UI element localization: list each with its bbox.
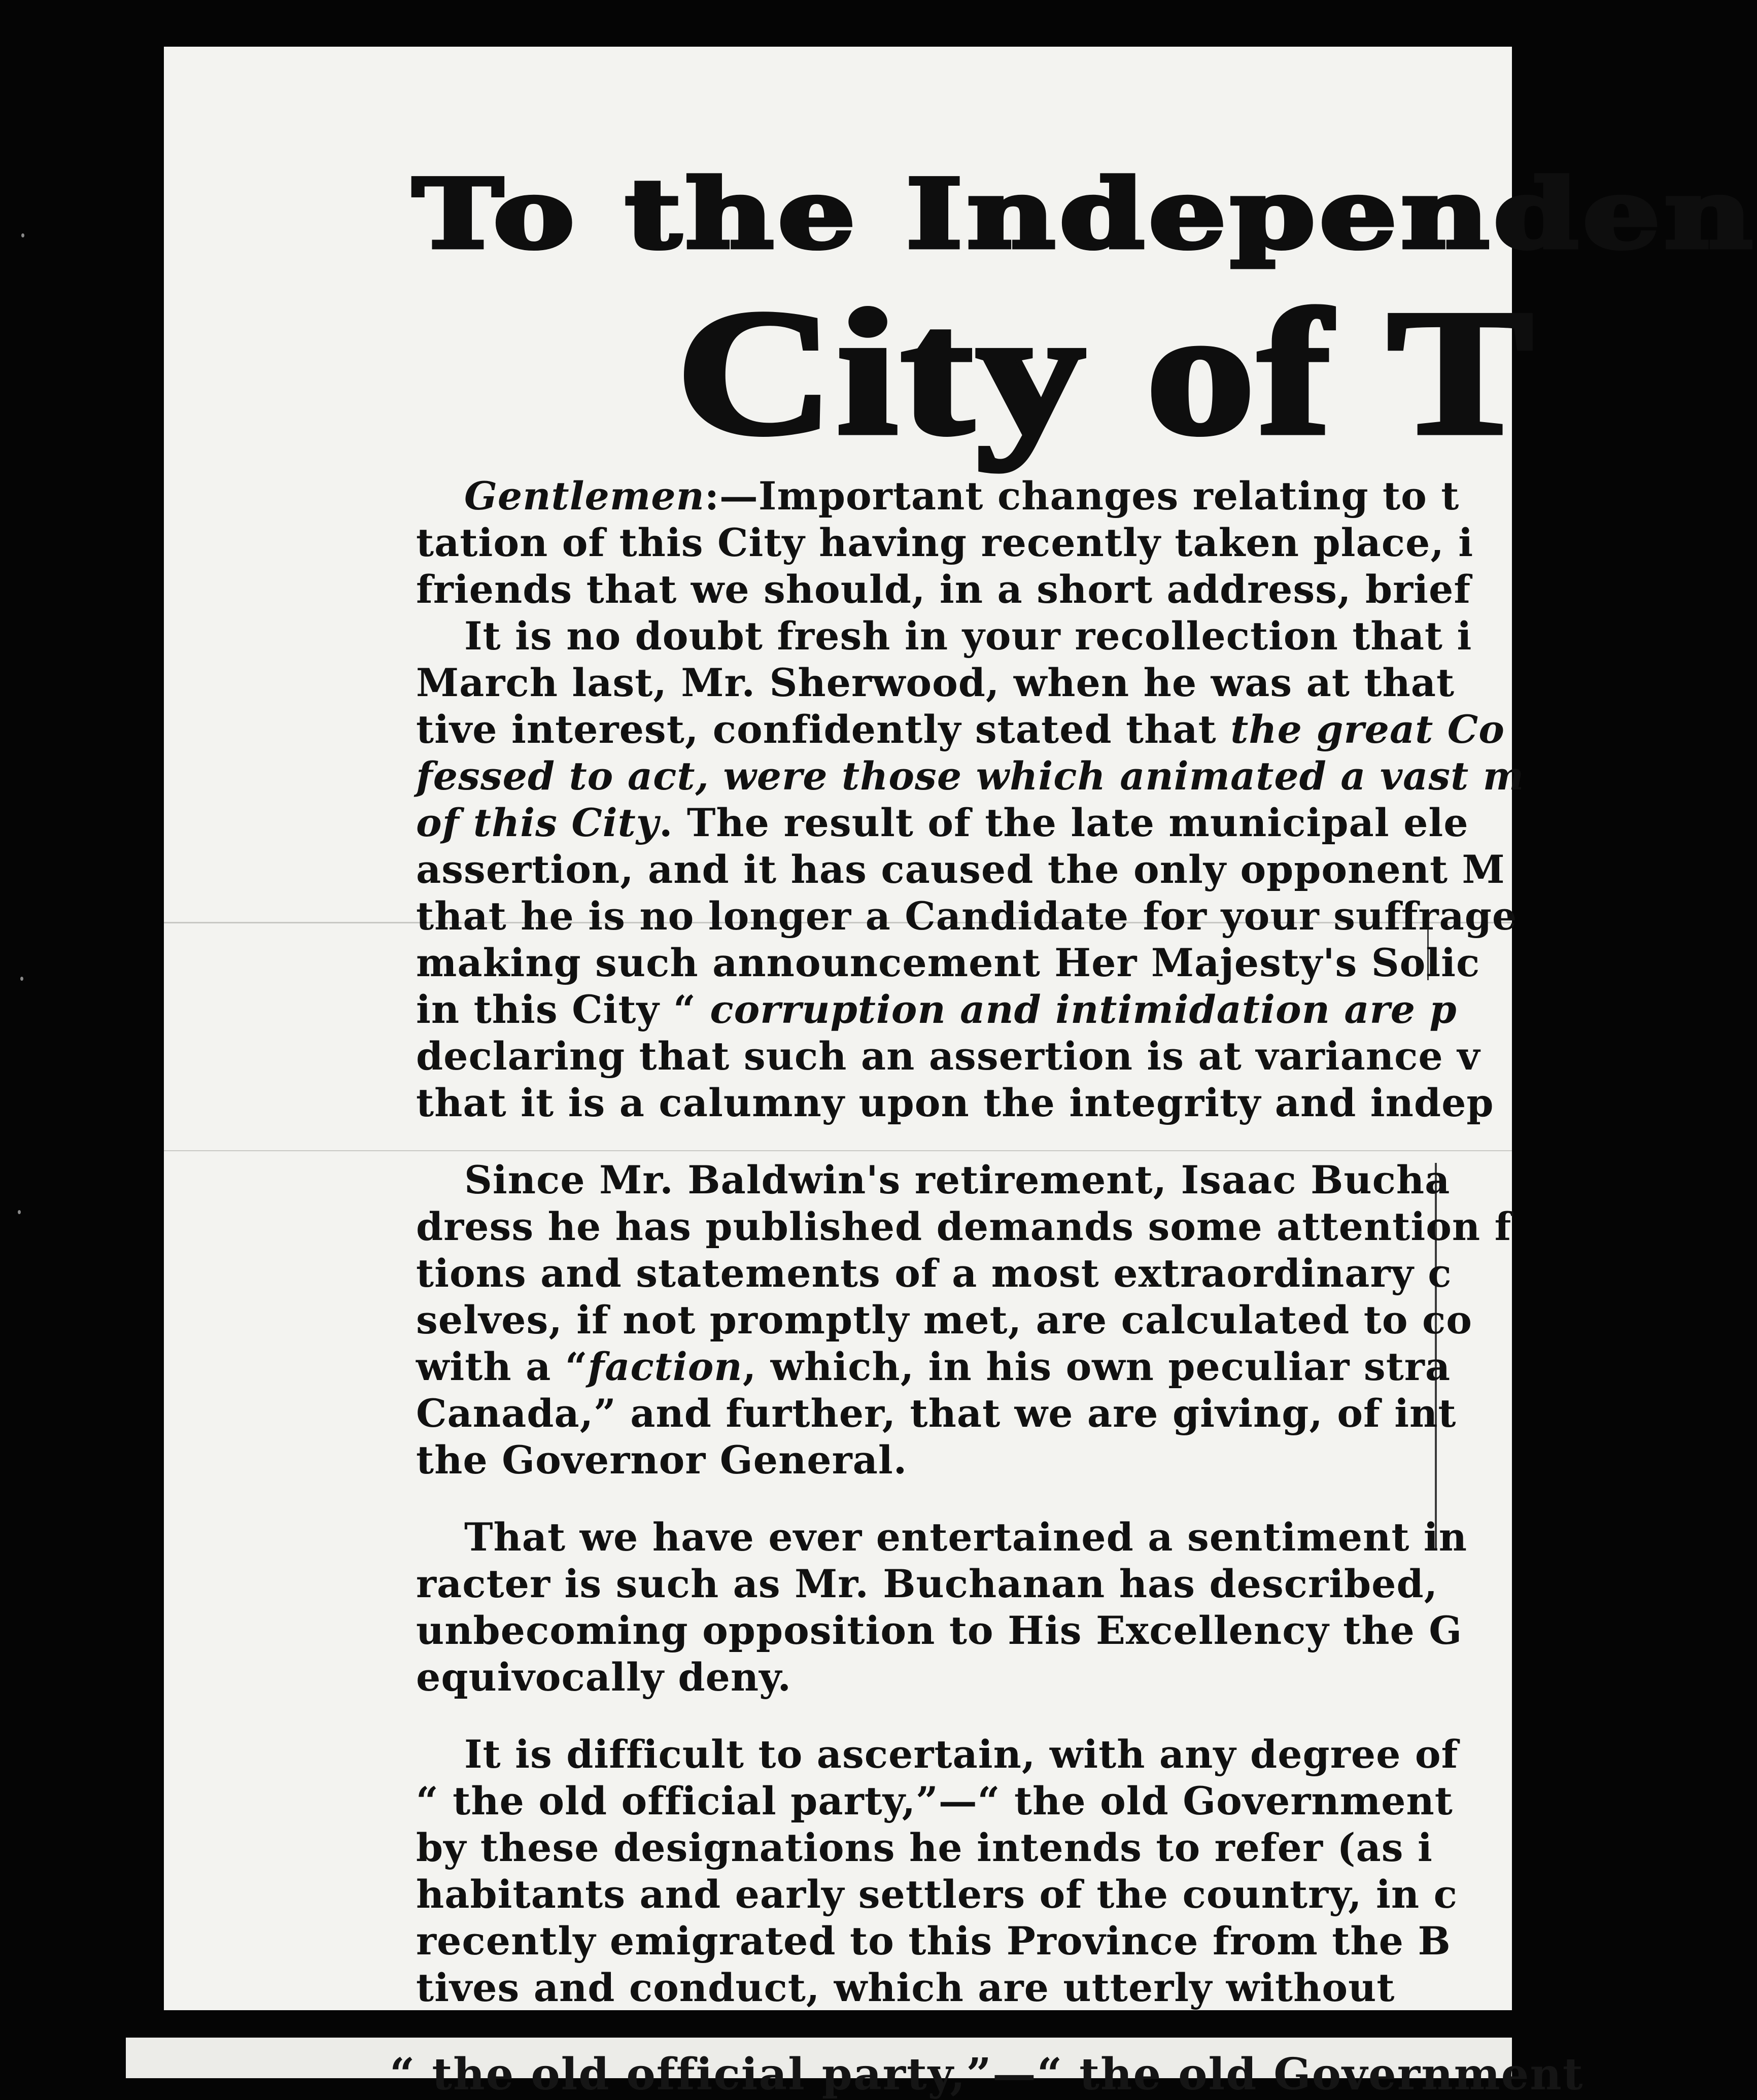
text-line	[416, 520, 1735, 566]
text-line	[416, 473, 1735, 520]
text-run: :—Important changes relating to t	[704, 473, 1460, 519]
text-run: equivocally deny.	[416, 1655, 792, 1700]
text-run: racter is such as Mr. Buchanan has described,	[416, 1561, 1438, 1606]
text-run: That we have ever entertained a sentiment in	[464, 1514, 1468, 1560]
text-run: dress he has published demands some attention f	[416, 1204, 1512, 1249]
text-run: , which, in his own peculiar stra	[742, 1344, 1451, 1389]
poster-title-line2: City of T	[676, 273, 1536, 472]
poster-title-line1: To the Independen	[412, 158, 1757, 270]
scan-speck	[21, 233, 24, 237]
text-line	[416, 1390, 1735, 1437]
text-run: “ the old official party,”—“ the old Government	[416, 1778, 1453, 1823]
text-line	[416, 1654, 1735, 1701]
text-line	[416, 800, 1735, 846]
text-run: Canada,” and further, that we are giving, of int	[416, 1391, 1457, 1436]
text-run: It is no doubt fresh in your recollection that i	[464, 613, 1472, 659]
text-run: declaring that such an assertion is at variance v	[416, 1034, 1480, 1079]
text-line	[416, 846, 1735, 893]
text-line	[416, 1918, 1735, 1965]
document-sheet	[164, 47, 1757, 2010]
text-line	[416, 753, 1735, 800]
text-run: that it is a calumny upon the integrity and indep	[416, 1080, 1494, 1125]
text-line	[416, 660, 1735, 706]
text-run: the great Co	[1230, 707, 1505, 752]
text-line	[416, 1514, 1735, 1561]
text-line	[416, 940, 1735, 986]
text-line	[416, 1157, 1735, 1203]
text-run: by these designations he intends to refer (as i	[416, 1825, 1433, 1870]
text-run: the Governor General.	[416, 1437, 908, 1483]
text-line	[416, 1033, 1735, 1080]
text-line	[416, 1824, 1735, 1871]
text-line	[416, 986, 1735, 1033]
text-run: tive interest, confidently stated that	[416, 707, 1231, 752]
text-line	[416, 566, 1735, 613]
text-line	[416, 1437, 1735, 1484]
text-line	[416, 1203, 1735, 1250]
text-line	[416, 893, 1735, 940]
text-run: Since Mr. Baldwin's retirement, Isaac Bucha	[464, 1157, 1451, 1202]
text-run: Gentlemen	[464, 473, 705, 519]
text-line	[416, 1344, 1735, 1390]
text-run: . The result of the late municipal ele	[659, 800, 1469, 845]
scan-speck	[20, 977, 23, 981]
strip-text: “ the old official party,”—“ the old Government	[390, 2049, 1584, 2100]
text-line	[416, 613, 1735, 660]
text-line	[416, 1731, 1735, 1778]
text-line	[416, 1965, 1735, 2011]
text-line	[416, 1080, 1735, 1126]
text-run: tions and statements of a most extraordinary c	[416, 1251, 1452, 1296]
text-line	[416, 706, 1735, 753]
text-run: habitants and early settlers of the country, in c	[416, 1872, 1458, 1917]
text-run: corruption and intimidation are p	[710, 987, 1457, 1032]
text-run: of this City	[416, 800, 659, 845]
text-line	[416, 1250, 1735, 1297]
text-run: assertion, and it has caused the only opponent M	[416, 847, 1505, 892]
text-run: friends that we should, in a short address, brief	[416, 567, 1471, 612]
text-line	[416, 1561, 1735, 1607]
text-line	[416, 1297, 1735, 1344]
text-run: tives and conduct, which are utterly without	[416, 1965, 1395, 2010]
text-run: fessed to act, were those which animated a vast m	[416, 753, 1525, 799]
text-line	[416, 1871, 1735, 1918]
text-run: recently emigrated to this Province from the B	[416, 1918, 1451, 1964]
text-run: making such announcement Her Majesty's Solic	[416, 940, 1480, 985]
scan-speck	[18, 1210, 21, 1214]
text-run: selves, if not promptly met, are calculated to co	[416, 1297, 1472, 1342]
text-run: in this City “	[416, 987, 710, 1032]
text-run: It is difficult to ascertain, with any degree of	[464, 1732, 1459, 1777]
next-page-strip	[126, 2038, 1584, 2100]
text-run: unbecoming opposition to His Excellency the G	[416, 1608, 1463, 1653]
text-run: tation of this City having recently taken place, i	[416, 520, 1474, 565]
text-run: faction	[588, 1344, 743, 1389]
document-body	[416, 473, 1735, 2011]
text-line	[416, 1607, 1735, 1654]
text-line	[416, 1778, 1735, 1824]
text-run: with a “	[416, 1344, 588, 1389]
text-run: that he is no longer a Candidate for your suffrage	[416, 893, 1518, 939]
text-run: March last, Mr. Sherwood, when he was at that	[416, 660, 1455, 705]
